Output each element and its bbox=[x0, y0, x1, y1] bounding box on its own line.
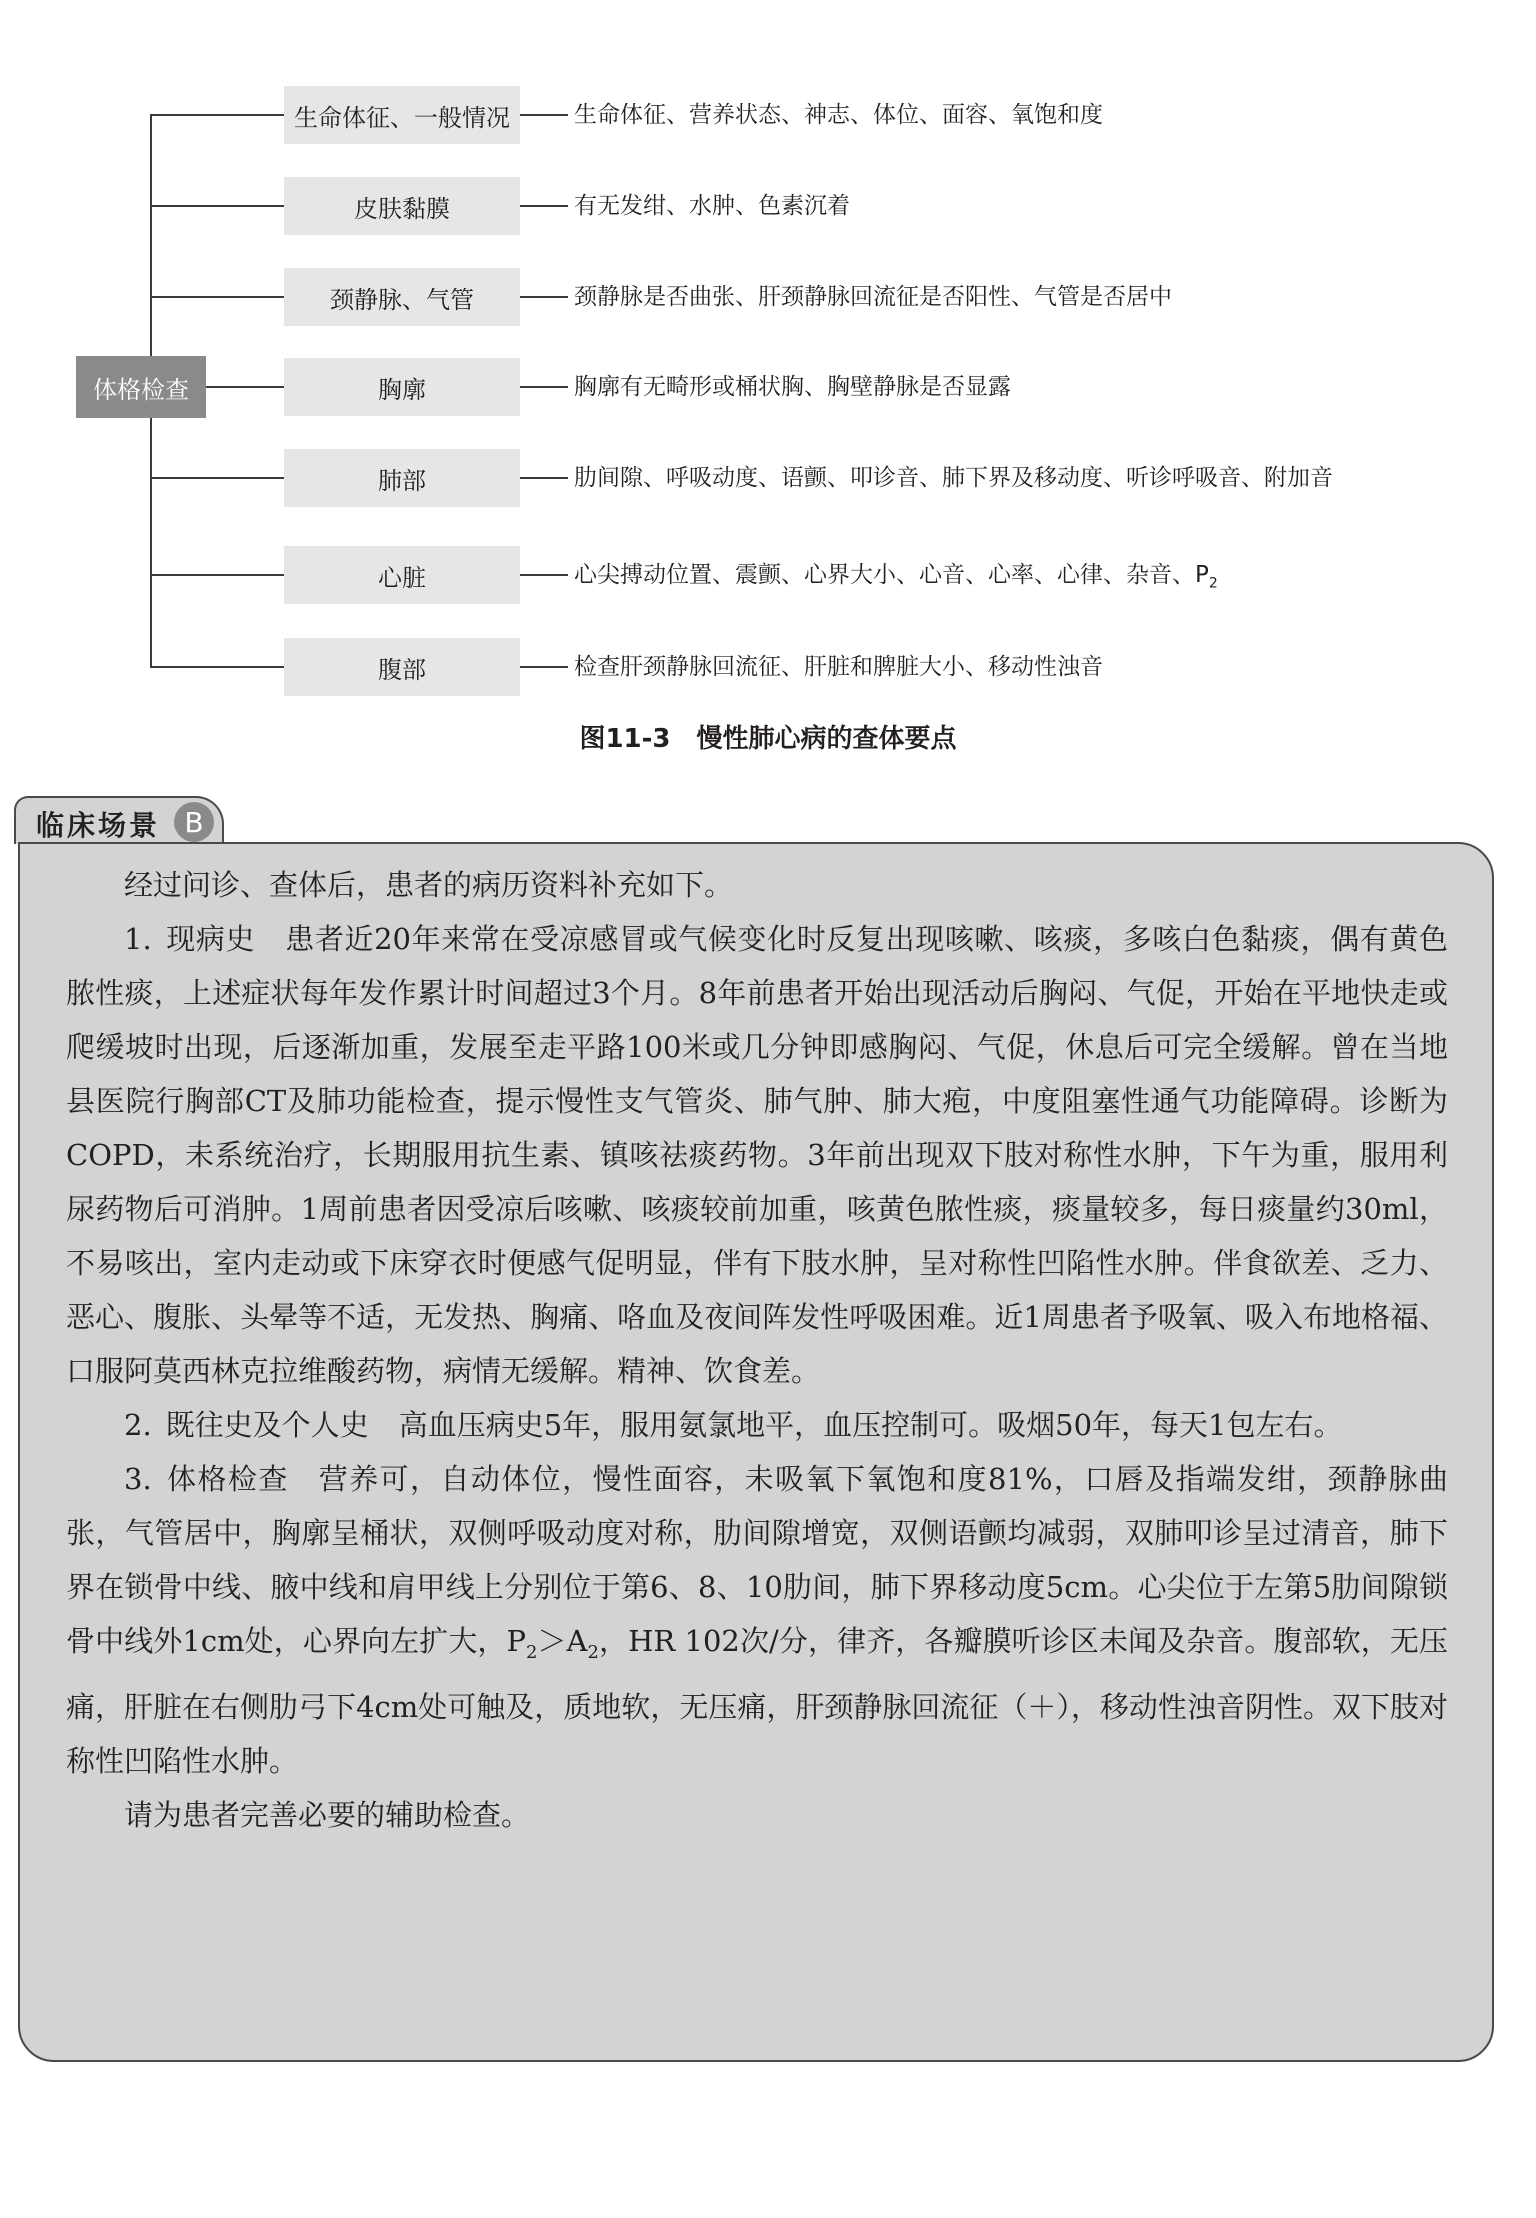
exam-text-a: 营养可，自动体位，慢性面容，未吸氧下氧饱和度81%，口唇及指端发绀，颈静脉曲张，气管居中，胸廓呈桶状，双侧呼吸动度对称，肋间隙增宽，双侧语颤均减弱，双肺叩诊呈过清音，肺下界在锁骨中线、腋中线和肩甲线上分别位于第6、8、10肋间，肺下界移动度5cm。心尖位于左第5肋间隙锁骨中线外1cm处，心界向左扩大，P bbox=[66, 1462, 1448, 1658]
past-number: 2. bbox=[124, 1408, 152, 1442]
scene-title: 临床场景 bbox=[36, 809, 161, 842]
category-lungs: 肺部 bbox=[284, 449, 520, 507]
scene-exam bbox=[66, 1452, 1448, 1788]
branch-line bbox=[150, 296, 284, 298]
scene-history bbox=[66, 912, 1448, 1398]
scene-body bbox=[66, 858, 1448, 1842]
exam-sub-a: 2 bbox=[526, 1641, 538, 1663]
category-thorax: 胸廓 bbox=[284, 358, 520, 416]
exam-heading: 体格检查 bbox=[165, 1462, 289, 1496]
history-heading: 现病史 bbox=[165, 922, 256, 956]
category-abdomen: 腹部 bbox=[284, 638, 520, 696]
detail-heart-subscript: 2 bbox=[1208, 575, 1218, 592]
exam-number: 3. bbox=[124, 1462, 152, 1496]
exam-points-diagram bbox=[0, 0, 1536, 754]
scene-badge: B bbox=[174, 802, 214, 842]
branch-line bbox=[150, 114, 284, 116]
detail-line bbox=[520, 386, 568, 388]
figure-number: 图11-3 bbox=[579, 724, 671, 754]
exam-text-b: ＞A bbox=[537, 1624, 588, 1658]
detail-abdomen: 检查肝颈静脉回流征、肝脏和脾脏大小、移动性浊音 bbox=[574, 654, 1103, 680]
scene-past bbox=[66, 1398, 1448, 1452]
detail-skin-mucosa: 有无发绀、水肿、色素沉着 bbox=[574, 193, 850, 219]
branch-line bbox=[150, 205, 284, 207]
diagram-root: 体格检查 bbox=[76, 356, 206, 418]
scene-intro: 经过问诊、查体后，患者的病历资料补充如下。 bbox=[124, 868, 734, 902]
detail-jugular-trachea: 颈静脉是否曲张、肝颈静脉回流征是否阳性、气管是否居中 bbox=[574, 284, 1172, 310]
detail-vital-signs: 生命体征、营养状态、神志、体位、面容、氧饱和度 bbox=[574, 102, 1103, 128]
detail-line bbox=[520, 296, 568, 298]
branch-line bbox=[206, 386, 284, 388]
detail-heart-text: 心尖搏动位置、震颤、心界大小、心音、心率、心律、杂音、P bbox=[574, 562, 1209, 588]
detail-line bbox=[520, 114, 568, 116]
figure-caption bbox=[0, 718, 1536, 755]
category-skin-mucosa: 皮肤黏膜 bbox=[284, 177, 520, 235]
branch-line bbox=[150, 666, 284, 668]
detail-lungs: 肋间隙、呼吸动度、语颤、叩诊音、肺下界及移动度、听诊呼吸音、附加音 bbox=[574, 465, 1333, 491]
category-vital-signs: 生命体征、一般情况 bbox=[284, 86, 520, 144]
detail-line bbox=[520, 574, 568, 576]
category-heart: 心脏 bbox=[284, 546, 520, 604]
exam-text-c: ，HR 102次/分，律齐，各瓣膜听诊区未闻及杂音。腹部软，无压痛，肝脏在右侧肋弓下4cm处可触及，质地软，无压痛，肝颈静脉回流征（＋），移动性浊音阴性。双下肢对称性凹陷性水肿。 bbox=[66, 1624, 1448, 1778]
past-text: 高血压病史5年，服用氨氯地平，血压控制可。吸烟50年，每天1包左右。 bbox=[398, 1408, 1343, 1442]
branch-line bbox=[150, 574, 284, 576]
history-number: 1. bbox=[124, 922, 152, 956]
detail-line bbox=[520, 666, 568, 668]
detail-heart bbox=[574, 560, 1218, 599]
detail-thorax: 胸廓有无畸形或桶状胸、胸壁静脉是否显露 bbox=[574, 374, 1011, 400]
figure-title: 慢性肺心病的查体要点 bbox=[696, 724, 957, 754]
exam-sub-b: 2 bbox=[587, 1641, 599, 1663]
history-text: 患者近20年来常在受凉感冒或气候变化时反复出现咳嗽、咳痰，多咳白色黏痰，偶有黄色脓性痰，上述症状每年发作累计时间超过3个月。8年前患者开始出现活动后胸闷、气促，开始在平地快走或爬缓坡时出现，后逐渐加重，发展至走平路100米或几分钟即感胸闷、气促，休息后可完全缓解。曾在当地县医院行胸部CT及肺功能检查，提示慢性支气管炎、肺气肿、肺大疱，中度阻塞性通气功能障碍。诊断为COPD，未系统治疗，长期服用抗生素、镇咳祛痰药物。3年前出现双下肢对称性水肿，下午为重，服用利尿药物后可消肿。1周前患者因受凉后咳嗽、咳痰较前加重，咳黄色脓性痰，痰量较多，每日痰量约30ml，不易咳出，室内走动或下床穿衣时便感气促明显，伴有下肢水肿，呈对称性凹陷性水肿。伴食欲差、乏力、恶心、腹胀、头晕等不适，无发热、胸痛、咯血及夜间阵发性呼吸困难。近1周患者予吸氧、吸入布地格福、口服阿莫西林克拉维酸药物，病情无缓解。精神、饮食差。 bbox=[66, 922, 1448, 1388]
past-heading: 既往史及个人史 bbox=[165, 1408, 369, 1442]
detail-line bbox=[520, 205, 568, 207]
detail-line bbox=[520, 477, 568, 479]
branch-line bbox=[150, 477, 284, 479]
scene-request: 请为患者完善必要的辅助检查。 bbox=[124, 1797, 531, 1832]
category-jugular-trachea: 颈静脉、气管 bbox=[284, 268, 520, 326]
